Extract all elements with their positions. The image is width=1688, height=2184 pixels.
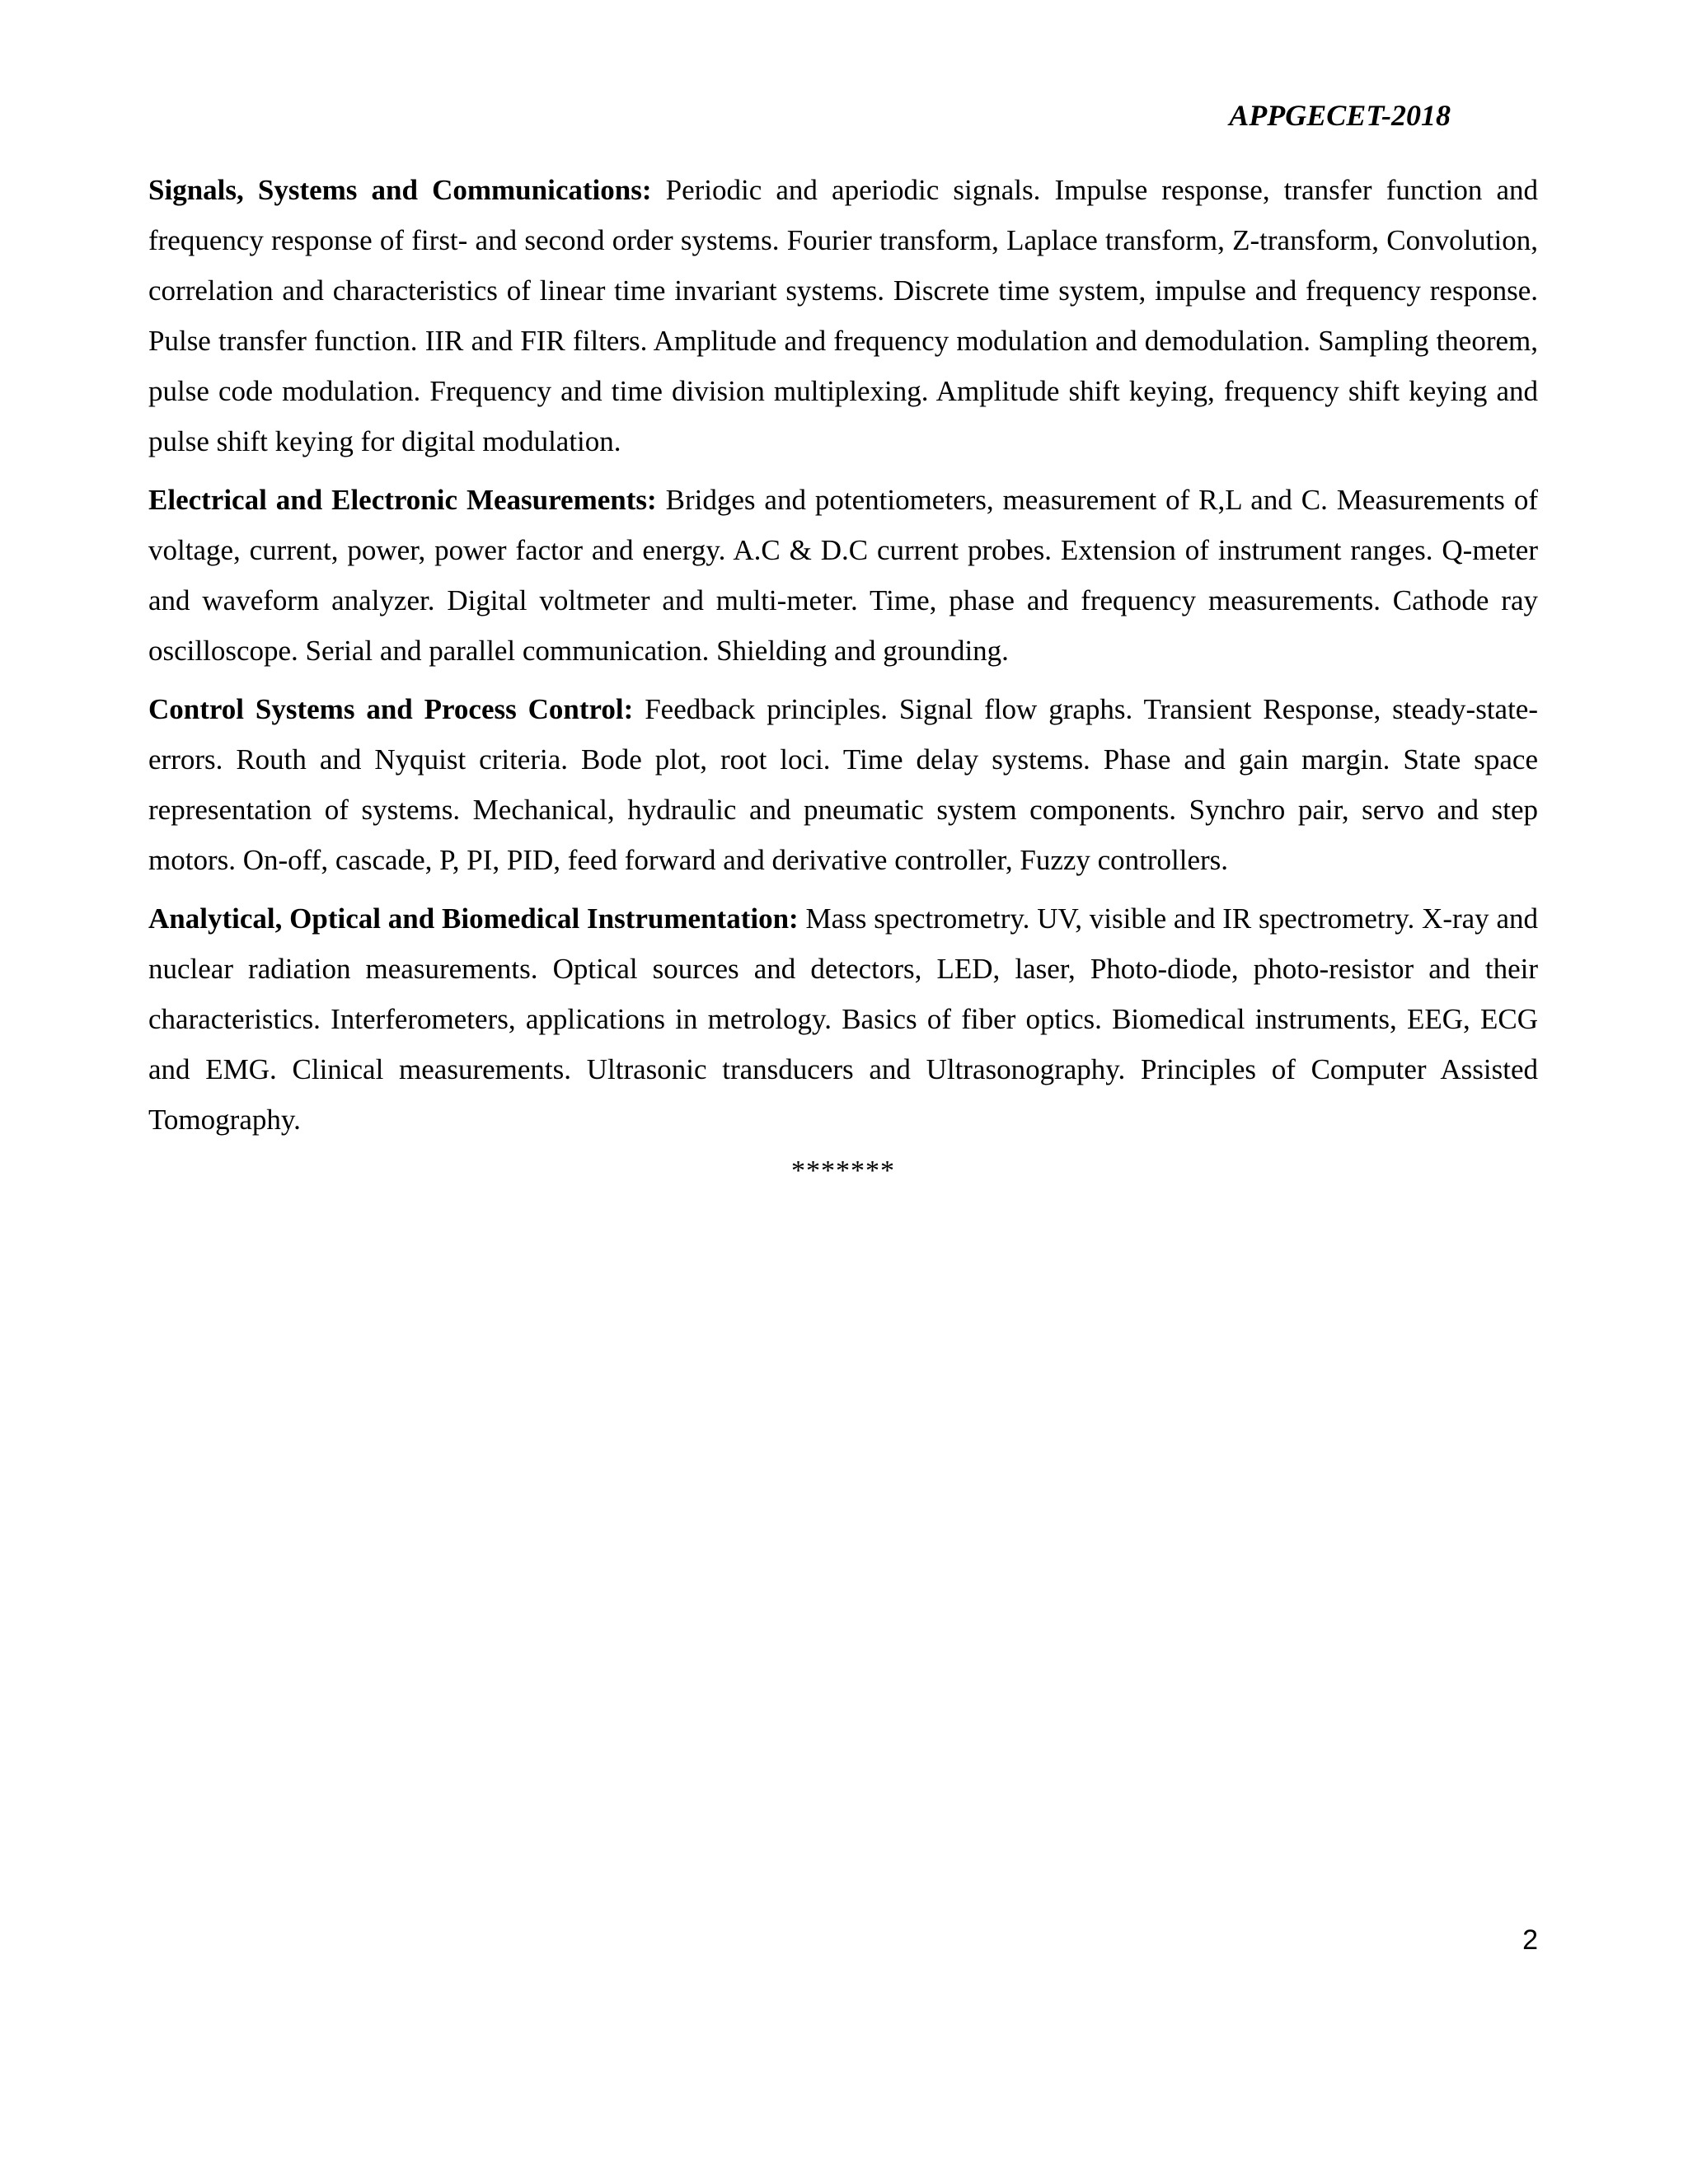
- section-title: Signals, Systems and Communications:: [148, 174, 652, 206]
- section-title: Electrical and Electronic Measurements:: [148, 484, 657, 516]
- section-analytical-optical-biomedical-instrumentation: [148, 893, 1538, 1145]
- section-control-systems-process-control: [148, 684, 1538, 885]
- section-body: Feedback principles. Signal flow graphs. Transient Response, steady-state-errors. Routh and Nyquist criteria. Bode plot, root loci. Time delay systems. Phase and gain margin. State space representation of systems. Mechanical, hydraulic and pneumatic system components. Synchro pair, servo and step motors. On-off, cascade, P, PI, PID, feed forward and derivative controller, Fuzzy controllers.: [148, 693, 1538, 876]
- end-marker: *******: [791, 1155, 895, 1186]
- section-signals-systems-communications: [148, 165, 1538, 466]
- section-body: Periodic and aperiodic signals. Impulse response, transfer function and frequency response of first- and second order systems. Fourier transform, Laplace transform, Z-transform, Convolution, correlation and characteristics of linear time invariant systems. Discrete time system, impulse and frequency response. Pulse transfer function. IIR and FIR filters. Amplitude and frequency modulation and demodulation. Sampling theorem, pulse code modulation. Frequency and time division multiplexing. Amplitude shift keying, frequency shift keying and pulse shift keying for digital modulation.: [148, 174, 1538, 457]
- section-title: Analytical, Optical and Biomedical Instrumentation:: [148, 902, 799, 935]
- section-body: Bridges and potentiometers, measurement of R,L and C. Measurements of voltage, current, power, power factor and energy. A.C & D.C current probes. Extension of instrument ranges. Q-meter and waveform analyzer. Digital voltmeter and multi-meter. Time, phase and frequency measurements. Cathode ray oscilloscope. Serial and parallel communication. Shielding and grounding.: [148, 484, 1538, 667]
- page-header-title: APPGECET-2018: [1229, 99, 1451, 132]
- section-title: Control Systems and Process Control:: [148, 693, 634, 725]
- page-number: 2: [1522, 1924, 1538, 1956]
- section-body: Mass spectrometry. UV, visible and IR spectrometry. X-ray and nuclear radiation measurements. Optical sources and detectors, LED, laser, Photo-diode, photo-resistor and their characteristics. Interferometers, applications in metrology. Basics of fiber optics. Biomedical instruments, EEG, ECG and EMG. Clinical measurements. Ultrasonic transducers and Ultrasonography. Principles of Computer Assisted Tomography.: [148, 902, 1539, 1136]
- syllabus-content: [148, 165, 1538, 1189]
- section-electrical-electronic-measurements: [148, 475, 1538, 676]
